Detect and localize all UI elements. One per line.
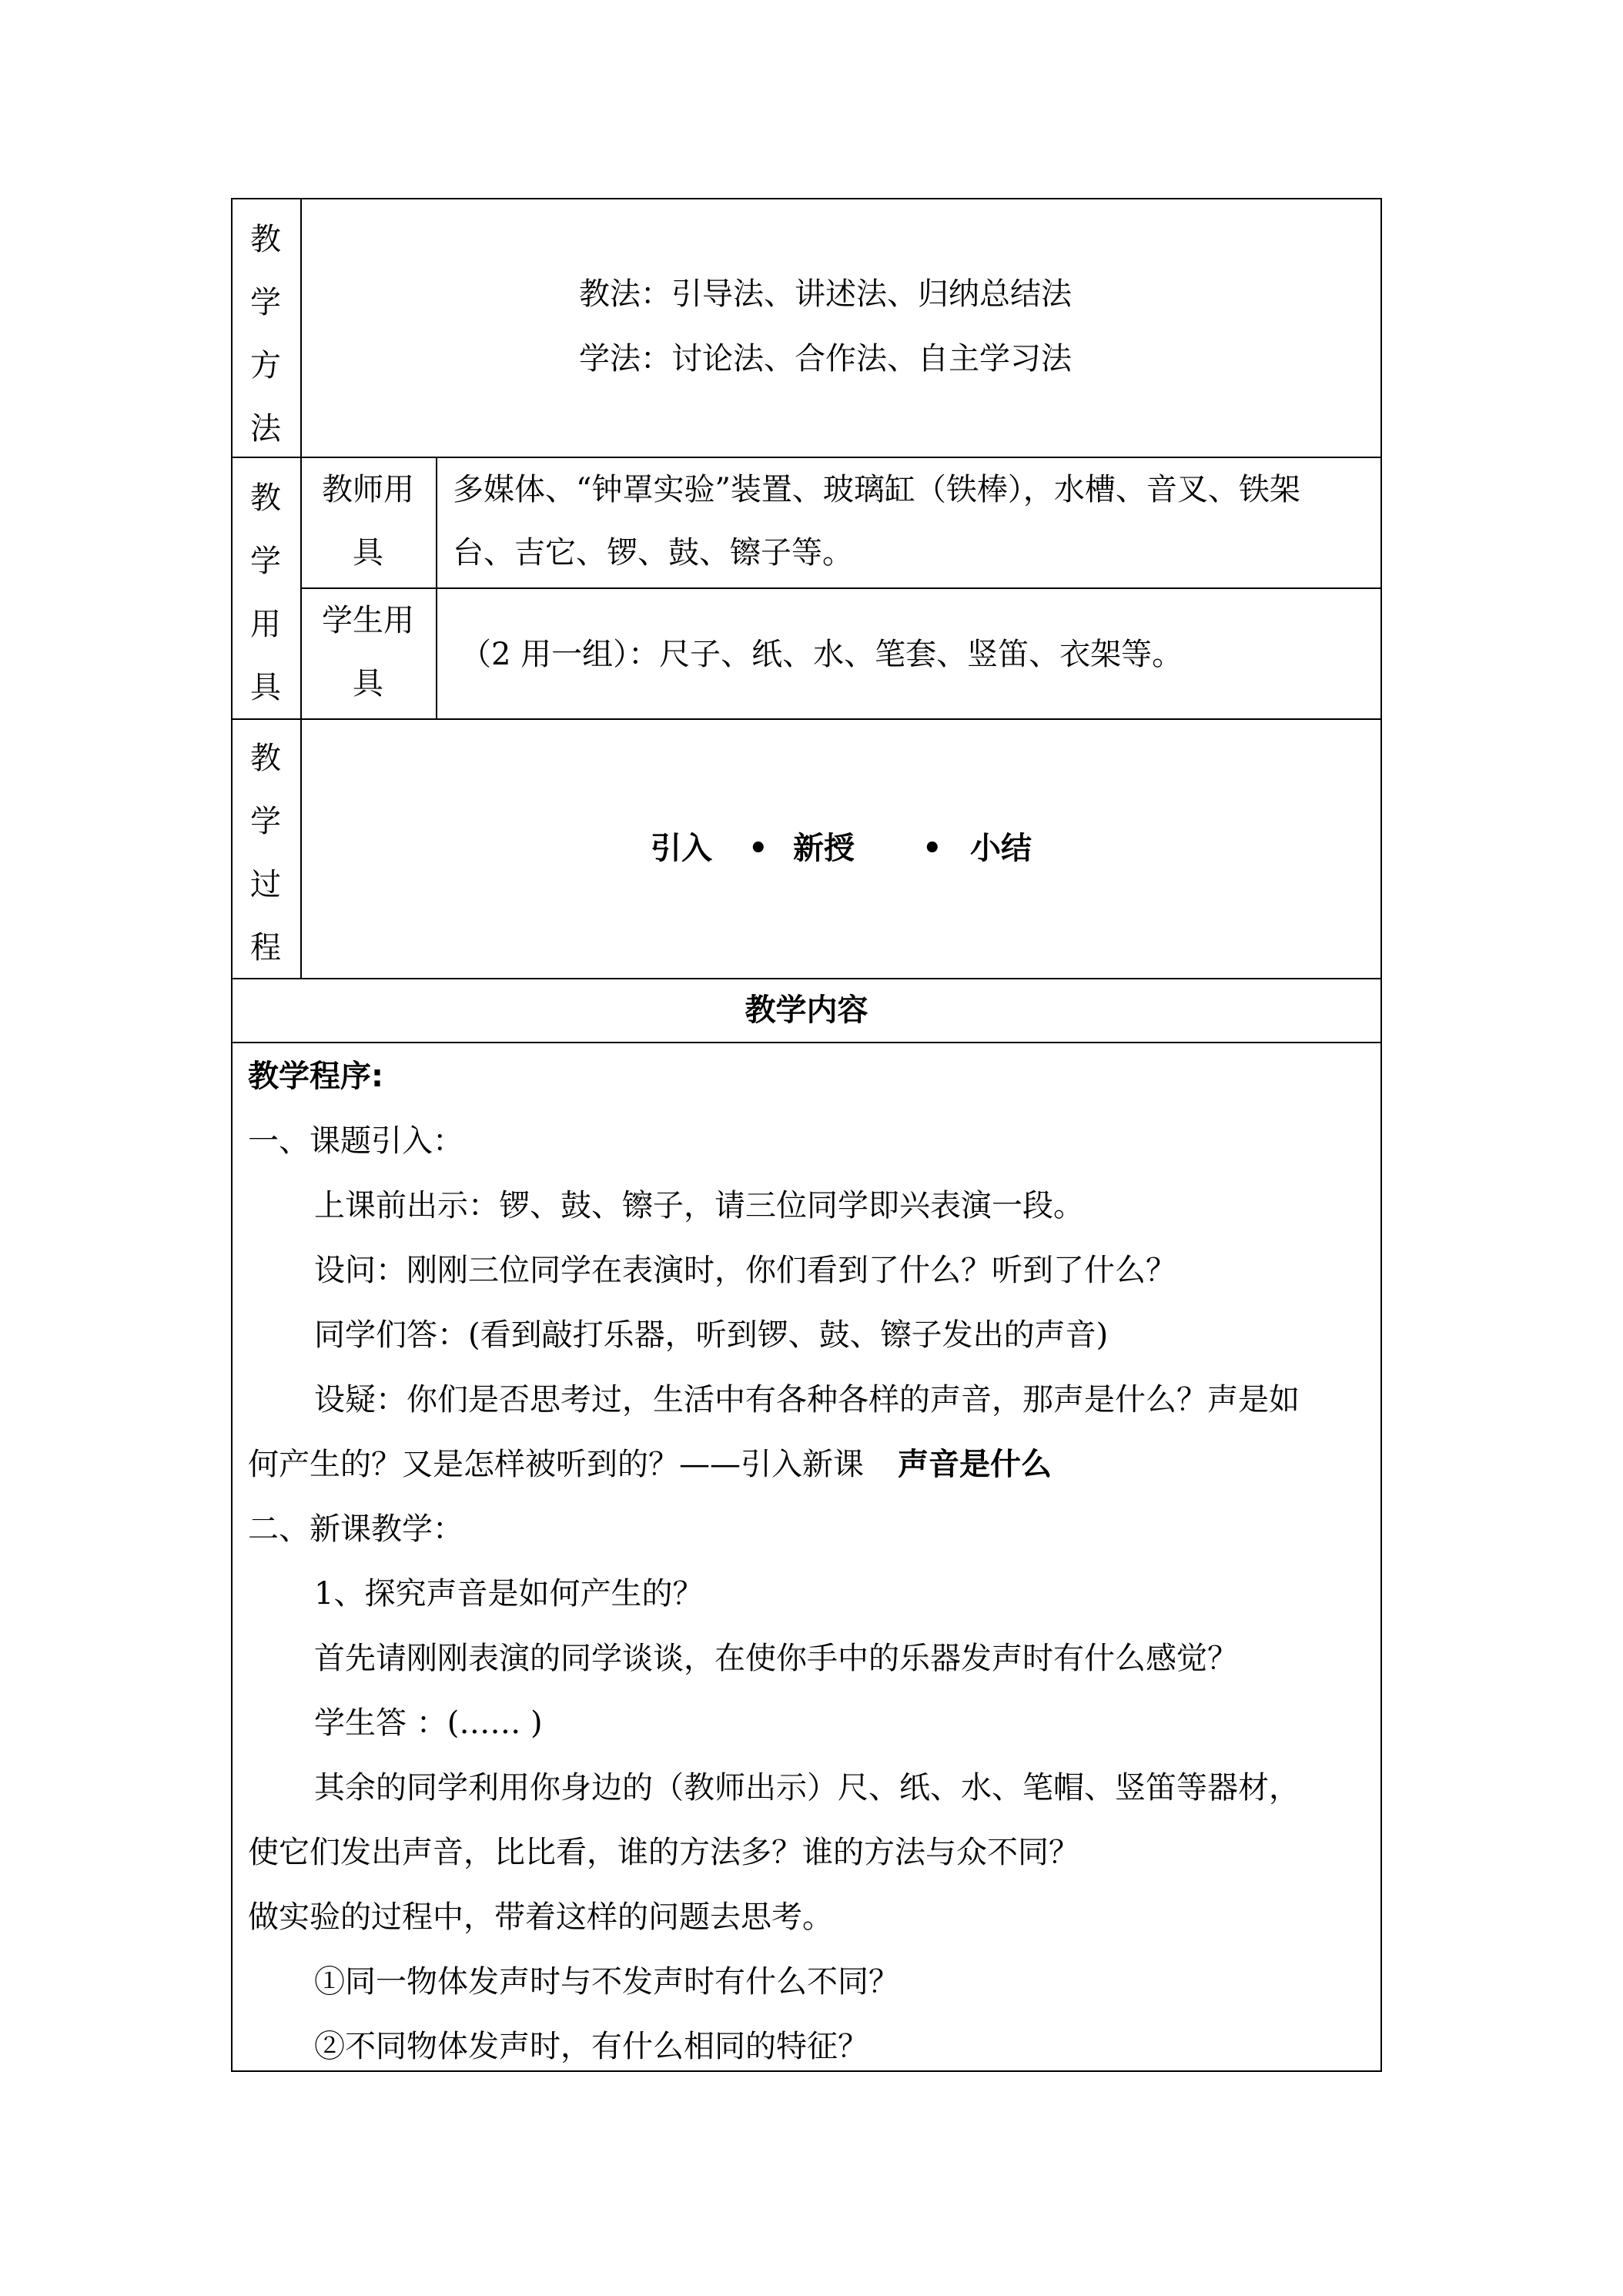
lesson-title: 声音是什么 — [898, 1447, 1052, 1482]
paragraph: 设疑：你们是否思考过，生活中有各种各样的声音，那声是什么？声是如 — [314, 1382, 1300, 1417]
list-item: ②不同物体发声时，有什么相同的特征？ — [314, 2029, 868, 2064]
teacher-tools-text-line2: 台、吉它、锣、鼓、镲子等。 — [453, 535, 853, 571]
process-bullet: • — [922, 831, 942, 866]
row-divider — [231, 457, 1382, 458]
paragraph: 设问：刚刚三位同学在表演时，你们看到了什么？听到了什么？ — [314, 1253, 1176, 1288]
process-bullet: • — [748, 831, 768, 866]
row-divider — [231, 718, 1382, 720]
tools-label: 教 学 用 具 — [250, 480, 281, 705]
process-label: 教 学 过 程 — [250, 741, 281, 966]
column-divider — [300, 198, 302, 978]
paragraph — [248, 1446, 1052, 1483]
student-tools-label-line1: 学生用 — [322, 603, 414, 638]
paragraph: 学生答 ：(…… ) — [314, 1705, 543, 1741]
program-title: 教学程序: — [248, 1059, 383, 1094]
process-step-new: 新授 — [793, 831, 855, 866]
row-divider — [300, 587, 1382, 589]
paragraph: 上课前出示：锣、鼓、镲子，请三位同学即兴表演一段。 — [314, 1188, 1084, 1223]
student-tools-label-line2: 具 — [353, 666, 383, 701]
paragraph: 做实验的过程中，带着这样的问题去思考。 — [248, 1899, 833, 1935]
teacher-tools-label-line1: 教师用 — [322, 472, 414, 507]
row-divider — [231, 978, 1382, 979]
teacher-tools-label-line2: 具 — [353, 535, 383, 571]
paragraph: 首先请刚刚表演的同学谈谈，在使你手中的乐器发声时有什么感觉？ — [314, 1641, 1238, 1676]
teaching-method-text: 教法：引导法、讲述法、归纳总结法 — [579, 276, 1072, 312]
teacher-tools-text-line1: 多媒体、“钟罩实验”装置、玻璃缸（铁棒），水槽、音叉、铁架 — [453, 472, 1300, 507]
process-step-summary: 小结 — [970, 831, 1032, 866]
column-divider — [436, 457, 437, 718]
section-heading-new: 二、新课教学： — [248, 1511, 463, 1547]
content-header: 教学内容 — [745, 992, 868, 1028]
row-divider — [231, 1042, 1382, 1043]
process-step-intro: 引入 — [651, 831, 712, 866]
question: 1、探究声音是如何产生的？ — [314, 1576, 704, 1612]
list-item: ①同一物体发声时与不发声时有什么不同？ — [314, 1964, 899, 2000]
paragraph: 其余的同学利用你身边的（教师出示）尺、纸、水、笔帽、竖笛等器材， — [314, 1770, 1300, 1806]
section-heading-intro: 一、课题引入： — [248, 1123, 463, 1159]
paragraph: 使它们发出声音，比比看，谁的方法多？谁的方法与众不同？ — [248, 1835, 1079, 1870]
methods-label: 教 学 方 法 — [250, 222, 281, 447]
learning-method-text: 学法：讨论法、合作法、自主学习法 — [579, 341, 1072, 377]
paragraph-text: 何产生的？又是怎样被听到的？——引入新课 — [248, 1447, 864, 1482]
paragraph: 同学们答：(看到敲打乐器，听到锣、鼓、镲子发出的声音) — [314, 1317, 1109, 1353]
student-tools-text: （2 用一组）：尺子、纸、水、笔套、竖笛、衣架等。 — [460, 637, 1183, 672]
